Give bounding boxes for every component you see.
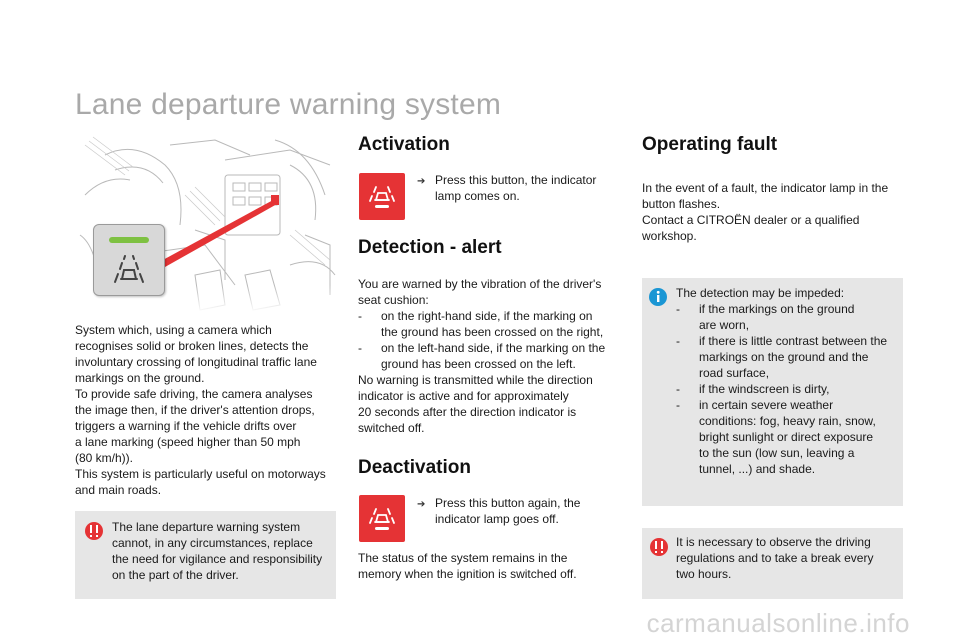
dash: - xyxy=(358,309,362,323)
text-line: markings on the ground. xyxy=(75,371,205,385)
warning-text xyxy=(112,519,332,583)
text-line: seat cushion: xyxy=(358,293,429,307)
arrow-right-icon: ➔ xyxy=(417,499,426,510)
deactivation-note xyxy=(358,550,620,582)
lane-car-icon xyxy=(367,506,397,532)
text-line: if there is little contrast between the xyxy=(699,334,888,348)
detection-heading: Detection - alert xyxy=(358,237,502,258)
info-icon xyxy=(648,287,668,307)
text-line: This system is particularly useful on motorways xyxy=(75,467,326,481)
text-line: the need for vigilance and responsibility xyxy=(112,552,323,566)
text-line: To provide safe driving, the camera analyses xyxy=(75,387,313,401)
indicator-lamp xyxy=(109,237,149,243)
text-line: You are warned by the vibration of the driver's xyxy=(358,277,602,291)
text-line: the ground has been crossed on the right, xyxy=(381,325,604,339)
list-item xyxy=(676,381,898,397)
activation-heading: Activation xyxy=(358,134,450,155)
text-line: involuntary crossing of longitudinal traffic lane xyxy=(75,355,317,369)
dash: - xyxy=(676,382,680,396)
text-line: The lane departure warning system xyxy=(112,520,301,534)
list-item xyxy=(358,308,620,340)
list-item xyxy=(676,333,898,381)
text-line: cannot, in any circumstances, replace xyxy=(112,536,313,550)
text-line: in certain severe weather xyxy=(699,398,834,412)
fault-text xyxy=(642,180,907,244)
text-line: Press this button, the indicator xyxy=(435,173,597,187)
deactivation-button-icon xyxy=(359,495,405,542)
text-line: are worn, xyxy=(699,318,750,332)
text-line: button flashes. xyxy=(642,197,721,211)
dash: - xyxy=(676,334,680,348)
activation-button-icon xyxy=(359,173,405,220)
arrow-right-icon: ➔ xyxy=(417,176,426,187)
lane-car-icon xyxy=(112,255,146,285)
lane-car-icon xyxy=(367,184,397,210)
text-line: memory when the ignition is switched off. xyxy=(358,567,577,581)
list-item xyxy=(676,301,898,333)
text-line: It is necessary to observe the driving xyxy=(676,535,871,549)
text-line: indicator is active and for approximately xyxy=(358,389,569,403)
text-line: Contact a CITROËN dealer or a qualified xyxy=(642,213,860,227)
text-line: In the event of a fault, the indicator lamp in the xyxy=(642,181,889,195)
activation-instruction xyxy=(417,172,612,204)
text-line: if the windscreen is dirty, xyxy=(699,382,830,396)
text-line: lamp comes on. xyxy=(435,189,520,203)
warning-icon xyxy=(648,537,670,557)
dash: - xyxy=(676,302,680,316)
page-title: Lane departure warning system xyxy=(75,88,502,121)
text-line: The status of the system remains in the xyxy=(358,551,568,565)
text-line: tunnel, ...) and shade. xyxy=(699,462,816,476)
text-line: switched off. xyxy=(358,421,425,435)
text-line: ground has been crossed on the left. xyxy=(381,357,576,371)
warning-icon xyxy=(83,521,105,541)
list-item xyxy=(676,397,898,477)
text-line: to the sun (low sun, leaving a xyxy=(699,446,855,460)
text-line: 20 seconds after the direction indicator is xyxy=(358,405,577,419)
text-line: Press this button again, the xyxy=(435,496,581,510)
text-line: a lane marking (speed higher than 50 mph xyxy=(75,435,301,449)
text-line: System which, using a camera which xyxy=(75,323,272,337)
warning-box xyxy=(75,511,336,599)
text-line: the image then, if the driver's attention drops, xyxy=(75,403,315,417)
text-line: markings on the ground and the xyxy=(699,350,869,364)
deactivation-instruction xyxy=(417,495,612,527)
text-line: bright sunlight or direct exposure xyxy=(699,430,874,444)
detection-text xyxy=(358,276,620,436)
text-line: workshop. xyxy=(642,229,697,243)
info-box xyxy=(642,278,903,506)
text-line: if the markings on the ground xyxy=(699,302,855,316)
text-line: conditions: fog, heavy rain, snow, xyxy=(699,414,876,428)
text-line: two hours. xyxy=(676,567,732,581)
driving-rules-text xyxy=(676,534,898,582)
text-line: The detection may be impeded: xyxy=(676,286,845,300)
text-line: regulations and to take a break every xyxy=(676,551,874,565)
text-line: No warning is transmitted while the direction xyxy=(358,373,593,387)
text-line: (80 km/h)). xyxy=(75,451,134,465)
intro-paragraph xyxy=(75,322,340,498)
text-line: road surface, xyxy=(699,366,770,380)
fault-heading: Operating fault xyxy=(642,134,778,155)
watermark: carmanualsonline.info xyxy=(646,607,910,638)
text-line: triggers a warning if the vehicle drifts over xyxy=(75,419,297,433)
text-line: indicator lamp goes off. xyxy=(435,512,559,526)
info-text xyxy=(676,285,898,477)
dash: - xyxy=(358,341,362,355)
dash: - xyxy=(676,398,680,412)
lane-button-closeup xyxy=(93,224,165,296)
driving-rules-box xyxy=(642,528,903,599)
text-line: on the left-hand side, if the marking on the xyxy=(381,341,606,355)
list-item xyxy=(358,340,620,372)
text-line: and main roads. xyxy=(75,483,162,497)
text-line: on the part of the driver. xyxy=(112,568,239,582)
text-line: recognises solid or broken lines, detects the xyxy=(75,339,309,353)
text-line: on the right-hand side, if the marking on xyxy=(381,309,593,323)
deactivation-heading: Deactivation xyxy=(358,457,471,478)
